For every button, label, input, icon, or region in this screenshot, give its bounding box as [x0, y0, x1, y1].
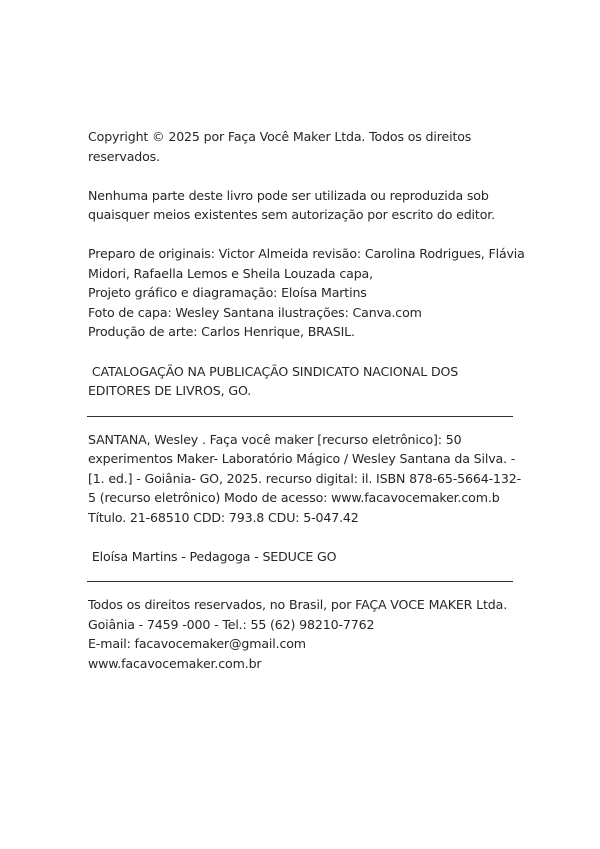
rights-notice [88, 186, 518, 225]
catalog-record-line: SANTANA, Wesley . Faça você maker [recurso eletrônico]: 50 [88, 431, 462, 447]
publisher-info-line: Todos os direitos reservados, no Brasil, por FAÇA VOCE MAKER Ltda. [88, 597, 508, 612]
publisher-email: E-mail: facavocemaker@gmail.com [88, 636, 306, 651]
copyright-line: Copyright © 2025 por Faça Você Maker Ltda. Todos os direitos [88, 129, 472, 144]
catalog-record [88, 430, 521, 528]
credits-line: Midori, Rafaella Lemos e Sheila Louzada capa, [88, 265, 373, 281]
publisher-info-line: Goiânia - 7459 -000 - Tel.: 55 (62) 98210-7762 [88, 616, 375, 632]
copyright-line: reservados. [88, 148, 160, 164]
copyright-page [88, 127, 525, 673]
publisher-info [88, 595, 518, 673]
credits-line: Projeto gráfico e diagramação: Eloísa Martins [88, 285, 367, 300]
cataloging-header-line: EDITORES DE LIVROS, GO. [88, 383, 252, 398]
credits-line: Produção de arte: Carlos Henrique, BRASIL. [88, 324, 355, 339]
librarian-line: Eloísa Martins - Pedagoga - SEDUCE GO [88, 548, 337, 564]
credits-line: Foto de capa: Wesley Santana ilustrações: Canva.com [88, 304, 422, 320]
cataloging-header-line: CATALOGAÇÃO NA PUBLICAÇÃO SINDICATO NACIONAL DOS [88, 363, 459, 379]
credits-line: Preparo de originais: Victor Almeida revisão: Carolina Rodrigues, Flávia [88, 246, 525, 261]
rights-notice-line: quaisquer meios existentes sem autorização por escrito do editor. [88, 207, 495, 222]
librarian-credit [88, 547, 518, 567]
cataloging-header [88, 362, 518, 401]
catalog-record-line: experimentos Maker- Laboratório Mágico / Wesley Santana da Silva. - [88, 451, 516, 466]
credits [88, 244, 525, 342]
rights-notice-line: Nenhuma parte deste livro pode ser utilizada ou reproduzida sob [88, 187, 489, 203]
catalog-record-line: 5 (recurso eletrônico) Modo de acesso: www.facavocemaker.com.b [88, 490, 500, 505]
publisher-website: www.facavocemaker.com.br [88, 655, 262, 671]
divider-bottom [87, 581, 513, 582]
copyright-notice [88, 127, 518, 166]
catalog-record-line: [1. ed.] - Goiânia- GO, 2025. recurso digital: il. ISBN 878-65-5664-132- [88, 470, 521, 486]
divider-top [87, 416, 513, 417]
catalog-record-line: Título. 21-68510 CDD: 793.8 CDU: 5-047.42 [88, 509, 359, 525]
